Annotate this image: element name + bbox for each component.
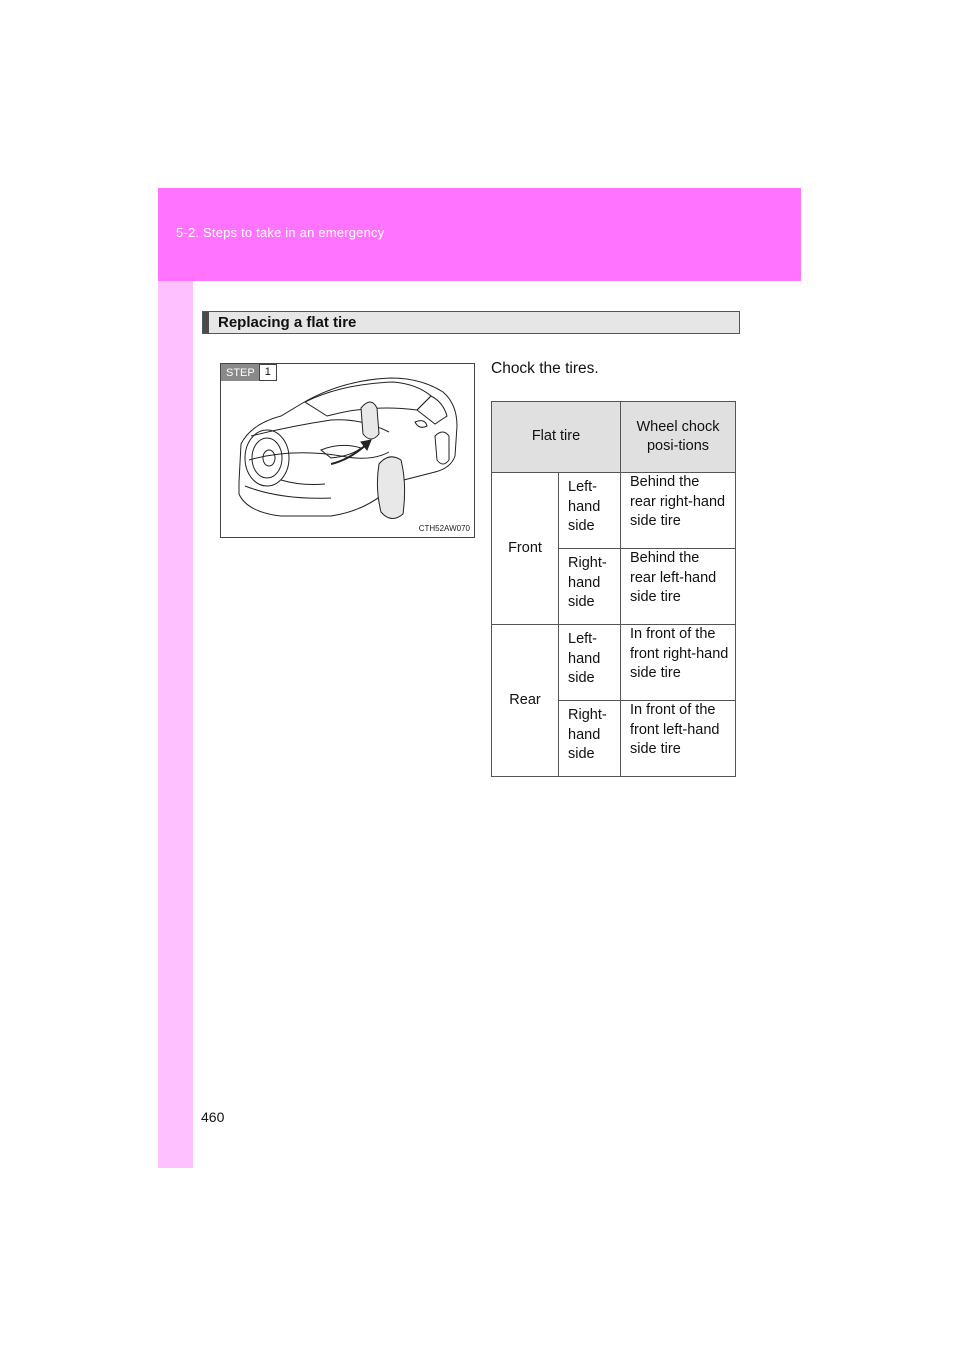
- chock-cell: Behind the rear right-hand side tire: [621, 473, 736, 549]
- table-row: [492, 473, 736, 549]
- side-cell: Left-hand side: [559, 625, 621, 701]
- side-strip: [158, 281, 193, 1168]
- table-header-row: [492, 402, 736, 473]
- side-cell: Right-hand side: [559, 549, 621, 625]
- position-cell: Front: [492, 473, 559, 625]
- side-cell: Left-hand side: [559, 473, 621, 549]
- step-label: STEP: [221, 364, 259, 381]
- wheel-chock-table: [491, 401, 736, 777]
- header-wheel-chock: Wheel chock posi-tions: [621, 402, 736, 473]
- table-row: [492, 625, 736, 701]
- page-number: 460: [201, 1109, 225, 1125]
- chock-cell: In front of the front right-hand side tire: [621, 625, 736, 701]
- side-cell: Right-hand side: [559, 701, 621, 777]
- car-illustration: [220, 363, 475, 538]
- position-cell: Rear: [492, 625, 559, 777]
- step-number: 1: [259, 364, 277, 381]
- header-flat-tire: Flat tire: [492, 402, 621, 473]
- figure-code: CTH52AW070: [418, 524, 470, 533]
- chock-cell: In front of the front left-hand side tire: [621, 701, 736, 777]
- section-title: Replacing a flat tire: [218, 314, 357, 331]
- section-title-accent: [203, 312, 209, 333]
- step-instruction: Chock the tires.: [491, 360, 599, 377]
- section-title-bar: [202, 311, 740, 334]
- car-drawing: [221, 364, 474, 537]
- chock-cell: Behind the rear left-hand side tire: [621, 549, 736, 625]
- section-breadcrumb: 5-2. Steps to take in an emergency: [176, 225, 385, 240]
